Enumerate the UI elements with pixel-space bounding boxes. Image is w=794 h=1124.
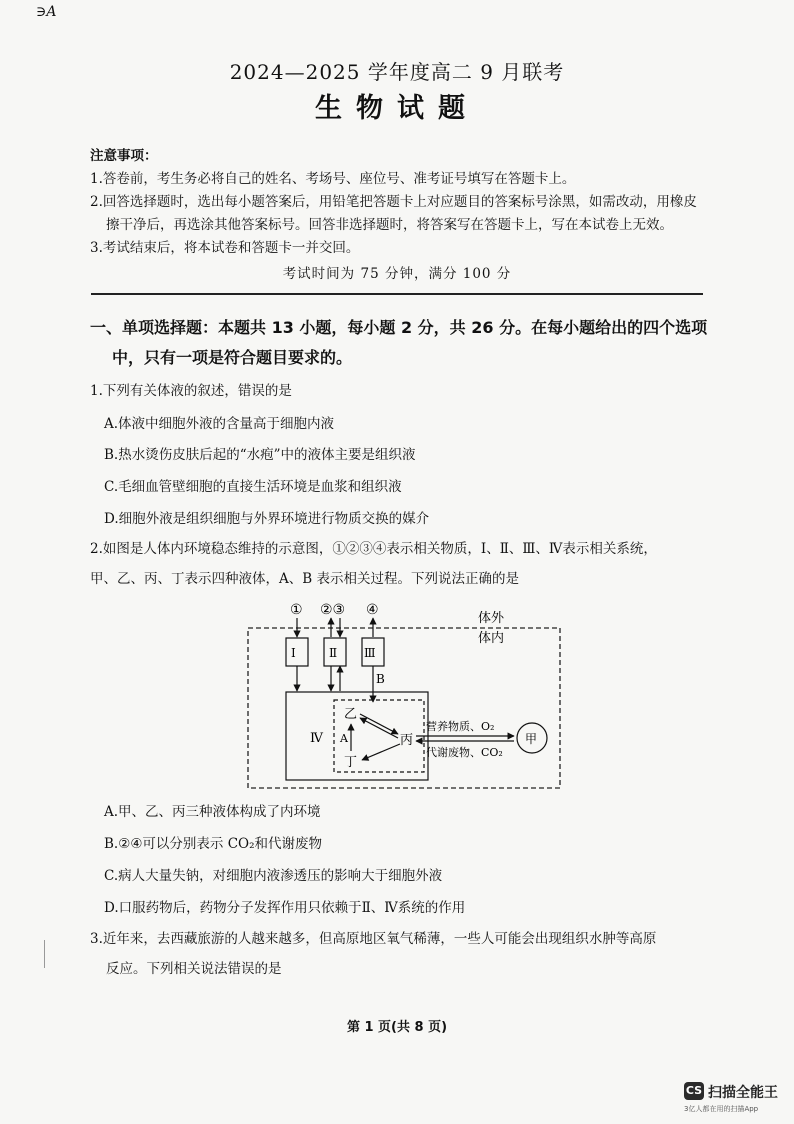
note-item: 1.答卷前，考生务必将自己的姓名、考场号、座位号、准考证号填写在答题卡上。 [90,171,576,187]
section-line: 一、单项选择题：本题共 13 小题，每小题 2 分，共 26 分。在每小题给出的四个选项 [90,318,708,337]
question-2-stem-line: 2.如图是人体内环境稳态维持的示意图，①②③④表示相关物质，Ⅰ、Ⅱ、Ⅲ、Ⅳ表示相关系统， [90,541,657,557]
note-item: 擦干净后，再选涂其他答案标号。回答非选择题时，将答案写在答题卡上，写在本试卷上无效。 [106,217,673,233]
section-heading [90,313,720,373]
question-3-stem-line: 3.近年来，去西藏旅游的人越来越多，但高原地区氧气稀薄，一些人可能会出现组织水肿等高原 [90,931,657,947]
section-line: 中，只有一项是符合题目要求的。 [112,348,353,367]
scanner-logo-icon: CS [684,1082,704,1100]
question-1-option-d: D.细胞外液是组织细胞与外界环境进行物质交换的媒介 [104,511,430,527]
wastes-label: 代谢废物、CO₂ [426,746,503,759]
fluid-yi: 乙 [344,707,358,722]
note-item: 2.回答选择题时，选出每小题答案后，用铅笔把答题卡上对应题目的答案标号涂黑，如需改动，用橡皮 [90,194,697,210]
process-a: A [340,732,348,745]
label-inside: 体内 [478,631,505,646]
system-4: Ⅳ [310,731,323,746]
label-outside: 体外 [478,611,505,626]
question-1-stem: 1.下列有关体液的叙述，错误的是 [90,383,292,399]
substance-1: ① [290,602,303,618]
scanner-tagline: 3亿人都在用的扫描App [684,1105,759,1113]
question-1-option-b: B.热水烫伤皮肤后起的“水疱”中的液体主要是组织液 [104,447,416,463]
corner-mark: ∋A [36,4,57,20]
divider [91,293,703,295]
scanner-brand: 扫描全能王 [708,1085,778,1101]
page-footer: 第 1 页(共 8 页) [346,1020,448,1035]
question-2-option-d: D.口服药物后，药物分子发挥作用只依赖于Ⅱ、Ⅳ系统的作用 [104,900,466,916]
question-2-stem [90,538,730,590]
subject-title: 生物试题 [315,93,479,124]
fluid-bing: 丙 [400,733,414,748]
question-3-stem [90,928,730,980]
exam-time: 考试时间为 75 分钟，满分 100 分 [282,266,512,282]
question-2-option-c: C.病人大量失钠，对细胞内液渗透压的影响大于细胞外液 [104,868,443,884]
question-2-option-b: B.②④可以分别表示 CO₂和代谢废物 [104,836,323,852]
system-2: Ⅱ [329,646,338,660]
notes-heading: 注意事项： [90,148,158,164]
exam-title: 2024—2025 学年度高二 9 月联考 [229,60,565,84]
fluid-ding: 丁 [344,755,358,770]
scan-mark [44,940,45,968]
note-item: 3.考试结束后，将本试卷和答题卡一并交回。 [90,240,360,256]
homeostasis-diagram [240,596,570,792]
system-1-box [286,638,308,666]
scanner-watermark [684,1082,794,1122]
system-3: Ⅲ [364,646,376,660]
question-1-option-a: A.体液中细胞外液的含量高于细胞内液 [104,416,335,432]
process-b: B [376,672,385,686]
substance-4: ④ [366,602,379,618]
question-2-option-a: A.甲、乙、丙三种液体构成了内环境 [104,804,321,820]
substance-2-3: ②③ [320,602,346,618]
nutrients-label: 营养物质、O₂ [426,720,495,733]
notes-block [90,145,730,260]
question-2-stem-line: 甲、乙、丙、丁表示四种液体，A、B 表示相关过程。下列说法正确的是 [90,571,519,587]
cell-jia: 甲 [525,732,538,746]
question-1-option-c: C.毛细血管壁细胞的直接生活环境是血浆和组织液 [104,479,402,495]
question-3-stem-line: 反应。下列相关说法错误的是 [106,961,282,977]
system-1: Ⅰ [291,646,296,660]
